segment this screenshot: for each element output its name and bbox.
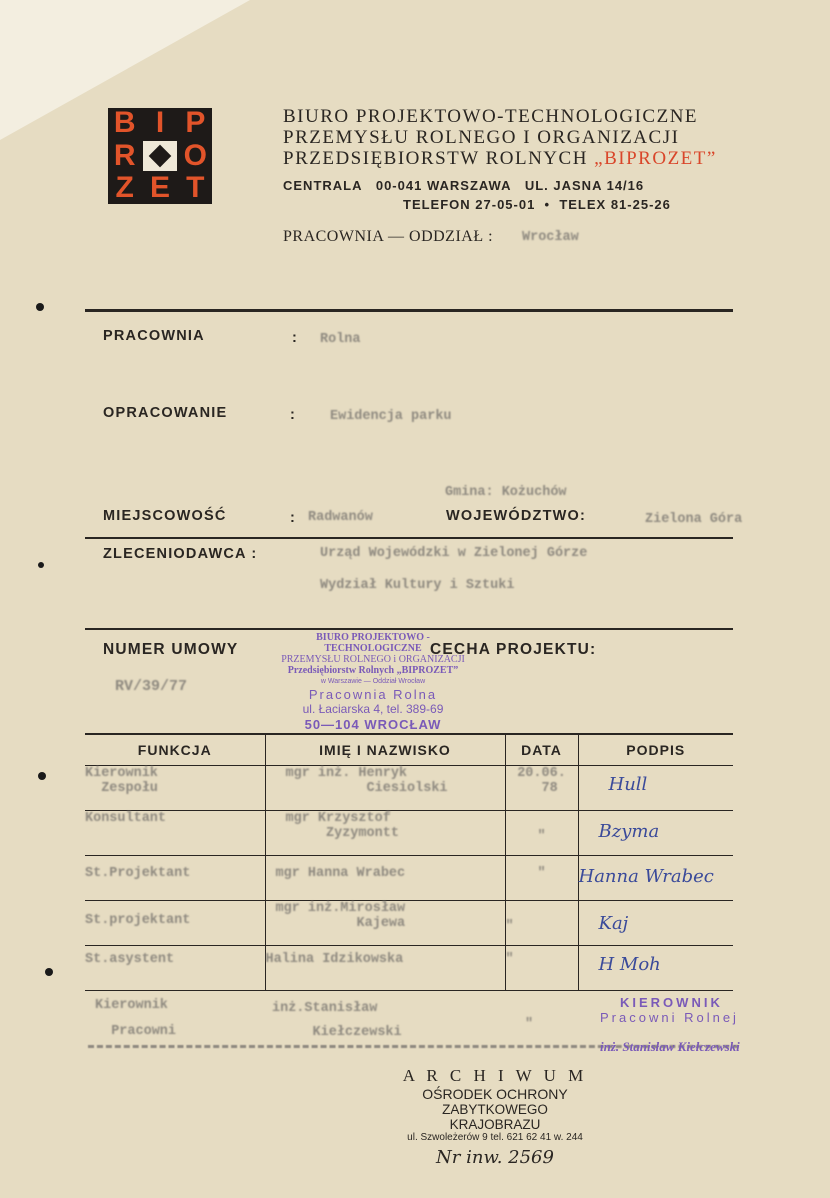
table-row xyxy=(85,901,733,946)
org-line-text: PRZEDSIĘBIORSTW ROLNYCH xyxy=(283,148,588,169)
org-brand: „BIPROZET” xyxy=(594,148,717,169)
signature: Kaj xyxy=(598,913,629,934)
biprozet-logo xyxy=(108,108,212,204)
nazwisko-cell: inż.Stanisław Kiełczewski xyxy=(272,1001,402,1040)
column-header: PODPIS xyxy=(578,734,733,766)
zleceniodawca-value: Wydział Kultury i Sztuki xyxy=(320,578,515,593)
miejscowosc-value: Radwanów xyxy=(308,510,373,525)
stamp-line: KIEROWNIK xyxy=(620,995,723,1010)
funkcja-cell: Kierownik Zespołu xyxy=(85,766,158,796)
signature: Hanna Wrabec xyxy=(578,866,714,887)
gmina-value: Gmina: Kożuchów xyxy=(445,485,567,500)
stamp-line: Przedsiębiorstw Rolnych „BIPROZET” xyxy=(287,665,459,676)
table-row xyxy=(85,856,733,901)
logo-letter: P xyxy=(185,106,206,139)
wojewodztwo-label: WOJEWÓDZTWO: xyxy=(446,508,587,524)
logo-letter: E xyxy=(149,171,170,205)
stamp-line: BIURO PROJEKTOWO - TECHNOLOGICZNE xyxy=(316,632,430,654)
org-line: BIURO PROJEKTOWO-TECHNOLOGICZNE xyxy=(283,106,699,127)
nazwisko-cell: mgr Krzysztof Zyzymontt xyxy=(285,811,399,841)
stamp-line: PRZEMYSŁU ROLNEGO i ORGANIZACJI xyxy=(281,654,465,665)
logo-letter: R xyxy=(113,138,136,172)
data-cell: " xyxy=(537,866,546,881)
pracownia-label: PRACOWNIA xyxy=(103,328,205,344)
branch-label: PRACOWNIA — ODDZIAŁ : xyxy=(283,228,494,245)
contact-line: TELEFON 27-05-01 • TELEX 81-25-26 xyxy=(403,197,671,212)
zleceniodawca-value: Urząd Wojewódzki w Zielonej Górze xyxy=(320,546,588,561)
logo-diamond-icon xyxy=(143,141,176,172)
nazwisko-cell: mgr Hanna Wrabec xyxy=(275,866,406,881)
kierownik-stamp xyxy=(600,995,740,1055)
data-cell: 20.06. 78 xyxy=(517,766,566,796)
funkcja-cell: St.asystent xyxy=(85,952,175,967)
punch-hole xyxy=(38,562,44,568)
table-row xyxy=(85,811,733,856)
wojewodztwo-value: Zielona Góra xyxy=(645,512,743,527)
punch-hole xyxy=(45,968,53,976)
punch-hole xyxy=(38,772,46,780)
org-line: PRZEMYSŁU ROLNEGO I ORGANIZACJI xyxy=(283,127,680,148)
colon: : xyxy=(292,330,299,346)
column-header: IMIĘ I NAZWISKO xyxy=(265,734,505,766)
team-table xyxy=(85,733,733,991)
table-header-row xyxy=(85,734,733,766)
stamp-line: OŚRODEK OCHRONY xyxy=(422,1086,568,1102)
logo-letter: Z xyxy=(115,171,134,205)
data-cell: " xyxy=(505,952,514,967)
stamp-line: inż. Stanisław Kiełczewski xyxy=(600,1039,740,1054)
numer-umowy-label: NUMER UMOWY xyxy=(103,641,239,658)
numer-umowy-value: RV/39/77 xyxy=(115,678,188,695)
signature: Bzyma xyxy=(598,821,660,842)
stamp-line: Pracownia Rolna xyxy=(308,687,438,702)
stamp-line: 50—104 WROCŁAW xyxy=(304,717,442,732)
nazwisko-cell: Halina Idzikowska xyxy=(265,952,404,967)
funkcja-cell: St.Projektant xyxy=(85,866,191,881)
divider xyxy=(85,628,733,630)
opracowanie-value: Ewidencja parku xyxy=(330,409,452,424)
logo-letter: O xyxy=(183,138,207,172)
signature: Hull xyxy=(608,774,648,795)
stamp-line: ZABYTKOWEGO KRAJOBRAZU xyxy=(442,1102,548,1132)
nazwisko-cell: mgr inż.Mirosław Kajewa xyxy=(275,901,406,931)
logo-letter: B xyxy=(113,106,136,139)
miejscowosc-label: MIEJSCOWOŚĆ xyxy=(103,508,227,524)
colon: : xyxy=(290,510,297,526)
org-line xyxy=(283,148,717,169)
address-line: CENTRALA 00-041 WARSZAWA UL. JASNA 14/16 xyxy=(283,178,645,193)
org-name xyxy=(283,106,717,169)
branch-value: Wrocław xyxy=(522,230,579,245)
table-row xyxy=(85,946,733,991)
stamp-line: ul. Łaciarska 4, tel. 389-69 xyxy=(302,702,444,716)
punch-hole xyxy=(36,303,44,311)
opracowanie-label: OPRACOWANIE xyxy=(103,405,228,421)
nazwisko-cell: mgr inż. Henryk Ciesiolski xyxy=(285,766,448,796)
column-header: FUNKCJA xyxy=(85,734,265,766)
funkcja-cell: Konsultant xyxy=(85,811,167,826)
data-cell: " xyxy=(525,1017,534,1032)
column-header: DATA xyxy=(505,734,578,766)
office-stamp xyxy=(268,632,478,732)
funkcja-cell: Kierownik Pracowni xyxy=(95,998,177,1039)
stamp-line: Pracowni Rolnej xyxy=(600,1010,739,1025)
cecha-projektu-label: CECHA PROJEKTU: xyxy=(430,641,597,658)
data-cell: " xyxy=(505,919,514,934)
stamp-line: ul. Szwoleżerów 9 tel. 621 62 41 w. 244 xyxy=(407,1132,583,1143)
divider xyxy=(85,309,733,312)
inventory-number: Nr inw. 2569 xyxy=(436,1147,554,1168)
logo-letter: I xyxy=(155,106,165,139)
table-row xyxy=(85,766,733,811)
colon: : xyxy=(290,407,297,423)
funkcja-cell: St.projektant xyxy=(85,913,191,928)
zleceniodawca-label: ZLECENIODAWCA : xyxy=(103,546,258,562)
signature: H Moh xyxy=(598,954,661,975)
stamp-line: A R C H I W U M xyxy=(402,1066,588,1085)
stamp-line: w Warszawie — Oddział Wrocław xyxy=(320,678,426,685)
divider xyxy=(85,537,733,539)
archive-stamp xyxy=(395,1066,595,1168)
data-cell: " xyxy=(537,829,546,844)
pracownia-value: Rolna xyxy=(320,332,361,347)
logo-letter: T xyxy=(186,171,205,205)
